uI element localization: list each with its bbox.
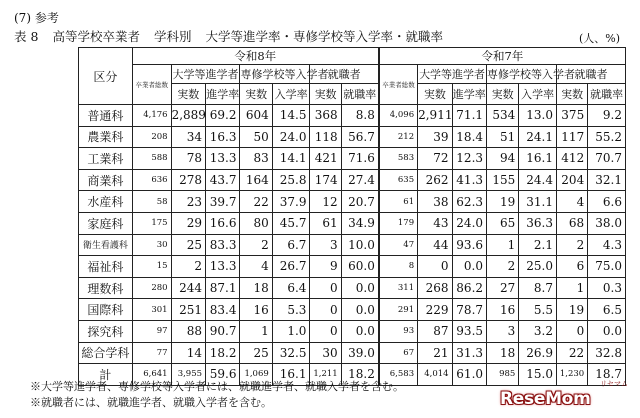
- table-cell: 22: [556, 342, 587, 364]
- table-cell: 32.8: [588, 342, 626, 364]
- table-cell: 18.2: [341, 364, 379, 386]
- table-cell: 278: [171, 169, 205, 191]
- table-cell: 636: [132, 169, 171, 191]
- table-cell: 0: [310, 320, 341, 342]
- table-cell: 212: [379, 126, 418, 148]
- table-cell: 38.0: [588, 212, 626, 234]
- table-cell: 4: [240, 256, 272, 278]
- row-label: 福祉科: [79, 256, 133, 278]
- table-cell: 83: [240, 148, 272, 170]
- table-cell: 67: [379, 342, 418, 364]
- table-cell: 2: [556, 234, 587, 256]
- header-univ-r7: 大学等進学者: [418, 65, 487, 84]
- table-cell: 60.0: [341, 256, 379, 278]
- table-cell: 29: [171, 212, 205, 234]
- table-cell: 30: [310, 342, 341, 364]
- table-cell: 175: [132, 212, 171, 234]
- header-count: 実数: [556, 84, 587, 105]
- table-row: [79, 169, 626, 191]
- table-cell: 588: [132, 148, 171, 170]
- header-univ-rate: 進学率: [452, 84, 486, 105]
- footnotes: [30, 379, 404, 411]
- table-label: 表 8: [14, 29, 39, 44]
- row-label: 総合学科: [79, 342, 133, 364]
- table-cell: 90.7: [206, 320, 240, 342]
- table-cell: 291: [379, 299, 418, 321]
- table-cell: 88: [171, 320, 205, 342]
- table-cell: 27: [487, 277, 519, 299]
- table-cell: 6,583: [379, 364, 418, 386]
- footnote: ※大学等進学者、専修学校等入学者には、就職進学者、就職入学者を含む。: [30, 380, 404, 393]
- table-cell: 15.0: [519, 364, 557, 386]
- table-cell: 59.6: [206, 364, 240, 386]
- table-cell: 534: [487, 105, 519, 127]
- table-cell: 1.0: [272, 320, 310, 342]
- table-cell: 18.2: [206, 342, 240, 364]
- table-cell: 262: [418, 169, 452, 191]
- table-cell: 9.2: [588, 105, 626, 127]
- table-row: [79, 126, 626, 148]
- table-cell: 71.6: [341, 148, 379, 170]
- table-cell: 0.0: [341, 320, 379, 342]
- table-cell: 1: [556, 277, 587, 299]
- header-kubun: 区分: [79, 48, 133, 105]
- table-cell: 244: [171, 277, 205, 299]
- table-cell: 41.3: [452, 169, 486, 191]
- table-cell: 6.6: [588, 191, 626, 213]
- table-cell: 61.0: [452, 364, 486, 386]
- table-cell: 16.6: [206, 212, 240, 234]
- logo-text: ReseMom: [500, 389, 591, 409]
- table-cell: 71.1: [452, 105, 486, 127]
- table-title-part-1: 高等学校卒業者: [52, 29, 140, 44]
- table-cell: 13.3: [206, 256, 240, 278]
- header-job-r8: 就職者: [310, 65, 379, 84]
- table-cell: 117: [556, 126, 587, 148]
- table-cell: 375: [556, 105, 587, 127]
- header-total-r8: 卒業者総数: [132, 65, 171, 105]
- table-cell: 5.5: [519, 299, 557, 321]
- table-row: [79, 299, 626, 321]
- table-cell: 8: [379, 256, 418, 278]
- table-cell: 174: [310, 169, 341, 191]
- table-cell: 13.3: [206, 148, 240, 170]
- table-cell: 93.6: [452, 234, 486, 256]
- table-cell: 0.0: [588, 320, 626, 342]
- table-cell: 6.7: [272, 234, 310, 256]
- table-cell: 34.9: [341, 212, 379, 234]
- table-cell: 251: [171, 299, 205, 321]
- row-label: 理数科: [79, 277, 133, 299]
- table-cell: 2: [240, 234, 272, 256]
- header-year-r7: 令和7年: [379, 48, 626, 65]
- table-cell: 72: [418, 148, 452, 170]
- section-title: (7) 参考: [14, 11, 59, 25]
- table-cell: 2,911: [418, 105, 452, 127]
- table-cell: 3,955: [171, 364, 205, 386]
- table-cell: 412: [556, 148, 587, 170]
- table-cell: 62.3: [452, 191, 486, 213]
- table-cell: 12: [310, 191, 341, 213]
- table-cell: 118: [310, 126, 341, 148]
- table-cell: 164: [240, 169, 272, 191]
- table-title: [14, 27, 457, 45]
- table-cell: 3: [310, 234, 341, 256]
- table-cell: 83.3: [206, 234, 240, 256]
- table-cell: 78: [171, 148, 205, 170]
- header-univ-rate: 進学率: [206, 84, 240, 105]
- table-cell: 25: [171, 234, 205, 256]
- table-cell: 5.3: [272, 299, 310, 321]
- table-title-part-3: 大学等進学率・専修学校等入学率・就職率: [205, 29, 443, 44]
- header-job-rate: 就職率: [341, 84, 379, 105]
- resemom-logo: [500, 380, 632, 412]
- table-cell: 24.4: [519, 169, 557, 191]
- table-cell: 1,069: [240, 364, 272, 386]
- table-cell: 18: [240, 277, 272, 299]
- table-cell: 93: [379, 320, 418, 342]
- table-cell: 75.0: [588, 256, 626, 278]
- table-cell: 47: [379, 234, 418, 256]
- table-cell: 368: [310, 105, 341, 127]
- table-cell: 0.0: [341, 277, 379, 299]
- table-cell: 16.1: [272, 364, 310, 386]
- table-cell: 16: [487, 299, 519, 321]
- table-cell: 50: [240, 126, 272, 148]
- table-cell: 3: [487, 320, 519, 342]
- table-cell: 8.8: [341, 105, 379, 127]
- table-cell: 421: [310, 148, 341, 170]
- header-job-r7: 就職者: [556, 65, 625, 84]
- table-cell: 21: [418, 342, 452, 364]
- table-cell: 16: [240, 299, 272, 321]
- table-cell: 34: [171, 126, 205, 148]
- table-cell: 93.5: [452, 320, 486, 342]
- table-cell: 12.3: [452, 148, 486, 170]
- table-cell: 37.9: [272, 191, 310, 213]
- table-cell: 32.5: [272, 342, 310, 364]
- table-cell: 87.1: [206, 277, 240, 299]
- table-cell: 0: [556, 320, 587, 342]
- table-row: [79, 148, 626, 170]
- table-cell: 6,641: [132, 364, 171, 386]
- table-cell: 0.0: [452, 256, 486, 278]
- data-table: [78, 47, 626, 386]
- table-cell: 43: [418, 212, 452, 234]
- row-label: 農業科: [79, 126, 133, 148]
- table-cell: 6: [556, 256, 587, 278]
- row-label: 商業科: [79, 169, 133, 191]
- header-count: 実数: [171, 84, 205, 105]
- table-cell: 23: [171, 191, 205, 213]
- row-label: 探究科: [79, 320, 133, 342]
- table-cell: 0.3: [588, 277, 626, 299]
- table-cell: 10.0: [341, 234, 379, 256]
- table-cell: 45.7: [272, 212, 310, 234]
- table-cell: 69.2: [206, 105, 240, 127]
- table-cell: 280: [132, 277, 171, 299]
- header-senshu-r7: 専修学校等入学者: [487, 65, 557, 84]
- table-cell: 604: [240, 105, 272, 127]
- table-cell: 13.0: [519, 105, 557, 127]
- table-cell: 61: [379, 191, 418, 213]
- table-cell: 26.7: [272, 256, 310, 278]
- table-cell: 311: [379, 277, 418, 299]
- table-cell: 30: [132, 234, 171, 256]
- logo-subtext: リセマム: [600, 380, 628, 388]
- header-count: 実数: [310, 84, 341, 105]
- table-cell: 25: [240, 342, 272, 364]
- header-total-r7: 卒業者総数: [379, 65, 418, 105]
- table-cell: 32.1: [588, 169, 626, 191]
- table-cell: 83.4: [206, 299, 240, 321]
- row-label: 普通科: [79, 105, 133, 127]
- table-cell: 4,176: [132, 105, 171, 127]
- table-cell: 97: [132, 320, 171, 342]
- table-cell: 635: [379, 169, 418, 191]
- table-cell: 43.7: [206, 169, 240, 191]
- table-cell: 14.5: [272, 105, 310, 127]
- table-cell: 39: [418, 126, 452, 148]
- table-cell: 16.1: [519, 148, 557, 170]
- table-cell: 4,096: [379, 105, 418, 127]
- table-cell: 1,211: [310, 364, 341, 386]
- table-cell: 24.1: [519, 126, 557, 148]
- table-cell: 80: [240, 212, 272, 234]
- table-cell: 8.7: [519, 277, 557, 299]
- table-cell: 4.3: [588, 234, 626, 256]
- header-count: 実数: [240, 84, 272, 105]
- table-cell: 31.3: [452, 342, 486, 364]
- header-senshu-rate: 入学率: [272, 84, 310, 105]
- table-title-part-2: 学科別: [153, 29, 192, 44]
- table-cell: 4: [556, 191, 587, 213]
- table-cell: 24.0: [272, 126, 310, 148]
- header-job-rate: 就職率: [588, 84, 626, 105]
- table-cell: 15: [132, 256, 171, 278]
- row-label: 家庭科: [79, 212, 133, 234]
- header-senshu-r8: 専修学校等入学者: [240, 65, 310, 84]
- table-cell: 0: [418, 256, 452, 278]
- table-cell: 1,230: [556, 364, 587, 386]
- table-cell: 19: [556, 299, 587, 321]
- table-cell: 2: [171, 256, 205, 278]
- table-cell: 0: [310, 299, 341, 321]
- table-cell: 985: [487, 364, 519, 386]
- table-cell: 65: [487, 212, 519, 234]
- header-count: 実数: [487, 84, 519, 105]
- table-row: [79, 256, 626, 278]
- table-cell: 18.7: [588, 364, 626, 386]
- table-cell: 4,014: [418, 364, 452, 386]
- table-cell: 268: [418, 277, 452, 299]
- table-cell: 2: [487, 256, 519, 278]
- table-cell: 36.3: [519, 212, 557, 234]
- header-count: 実数: [418, 84, 452, 105]
- table-cell: 39.7: [206, 191, 240, 213]
- table-cell: 1: [240, 320, 272, 342]
- table-cell: 155: [487, 169, 519, 191]
- table-cell: 18.4: [452, 126, 486, 148]
- table-cell: 20.7: [341, 191, 379, 213]
- table-row: [79, 277, 626, 299]
- table-cell: 55.2: [588, 126, 626, 148]
- table-cell: 179: [379, 212, 418, 234]
- table-body: [79, 105, 626, 386]
- table-cell: 58: [132, 191, 171, 213]
- unit-label: (人、%): [578, 32, 620, 45]
- table-cell: 0.0: [341, 299, 379, 321]
- table-cell: 77: [132, 342, 171, 364]
- table-cell: 229: [418, 299, 452, 321]
- table-cell: 6.5: [588, 299, 626, 321]
- table-cell: 19: [487, 191, 519, 213]
- table-cell: 2,889: [171, 105, 205, 127]
- table-cell: 51: [487, 126, 519, 148]
- table-cell: 583: [379, 148, 418, 170]
- row-label: 国際科: [79, 299, 133, 321]
- table-cell: 61: [310, 212, 341, 234]
- table-row: [79, 342, 626, 364]
- table-cell: 301: [132, 299, 171, 321]
- table-cell: 1: [487, 234, 519, 256]
- header-senshu-rate: 入学率: [519, 84, 557, 105]
- table-cell: 16.3: [206, 126, 240, 148]
- table-cell: 44: [418, 234, 452, 256]
- header-univ-r8: 大学等進学者: [171, 65, 240, 84]
- table-cell: 9: [310, 256, 341, 278]
- table-row: [79, 320, 626, 342]
- table-cell: 87: [418, 320, 452, 342]
- table-cell: 94: [487, 148, 519, 170]
- row-label: 計: [79, 364, 133, 386]
- table-cell: 31.1: [519, 191, 557, 213]
- table-cell: 6.4: [272, 277, 310, 299]
- row-label: 水産科: [79, 191, 133, 213]
- table-cell: 25.0: [519, 256, 557, 278]
- table-cell: 0: [310, 277, 341, 299]
- table-row: [79, 191, 626, 213]
- table-cell: 78.7: [452, 299, 486, 321]
- table-cell: 39.0: [341, 342, 379, 364]
- table-cell: 26.9: [519, 342, 557, 364]
- table-row: [79, 212, 626, 234]
- row-label: 工業科: [79, 148, 133, 170]
- table-cell: 14: [171, 342, 205, 364]
- table-cell: 25.8: [272, 169, 310, 191]
- table-cell: 3.2: [519, 320, 557, 342]
- header-year-r8: 令和8年: [132, 48, 379, 65]
- table-cell: 86.2: [452, 277, 486, 299]
- table-cell: 2.1: [519, 234, 557, 256]
- table-cell: 14.1: [272, 148, 310, 170]
- table-row: [79, 234, 626, 256]
- table-cell: 70.7: [588, 148, 626, 170]
- table-cell: 56.7: [341, 126, 379, 148]
- table-cell: 38: [418, 191, 452, 213]
- table-cell: 24.0: [452, 212, 486, 234]
- table-cell: 208: [132, 126, 171, 148]
- table-cell: 18: [487, 342, 519, 364]
- table-cell: 204: [556, 169, 587, 191]
- table-cell: 22: [240, 191, 272, 213]
- table-row: [79, 105, 626, 127]
- table-cell: 27.4: [341, 169, 379, 191]
- row-label: 衛生看護科: [79, 234, 133, 256]
- footnote: ※就職者には、就職進学者、就職入学者を含む。: [30, 396, 272, 409]
- table-cell: 68: [556, 212, 587, 234]
